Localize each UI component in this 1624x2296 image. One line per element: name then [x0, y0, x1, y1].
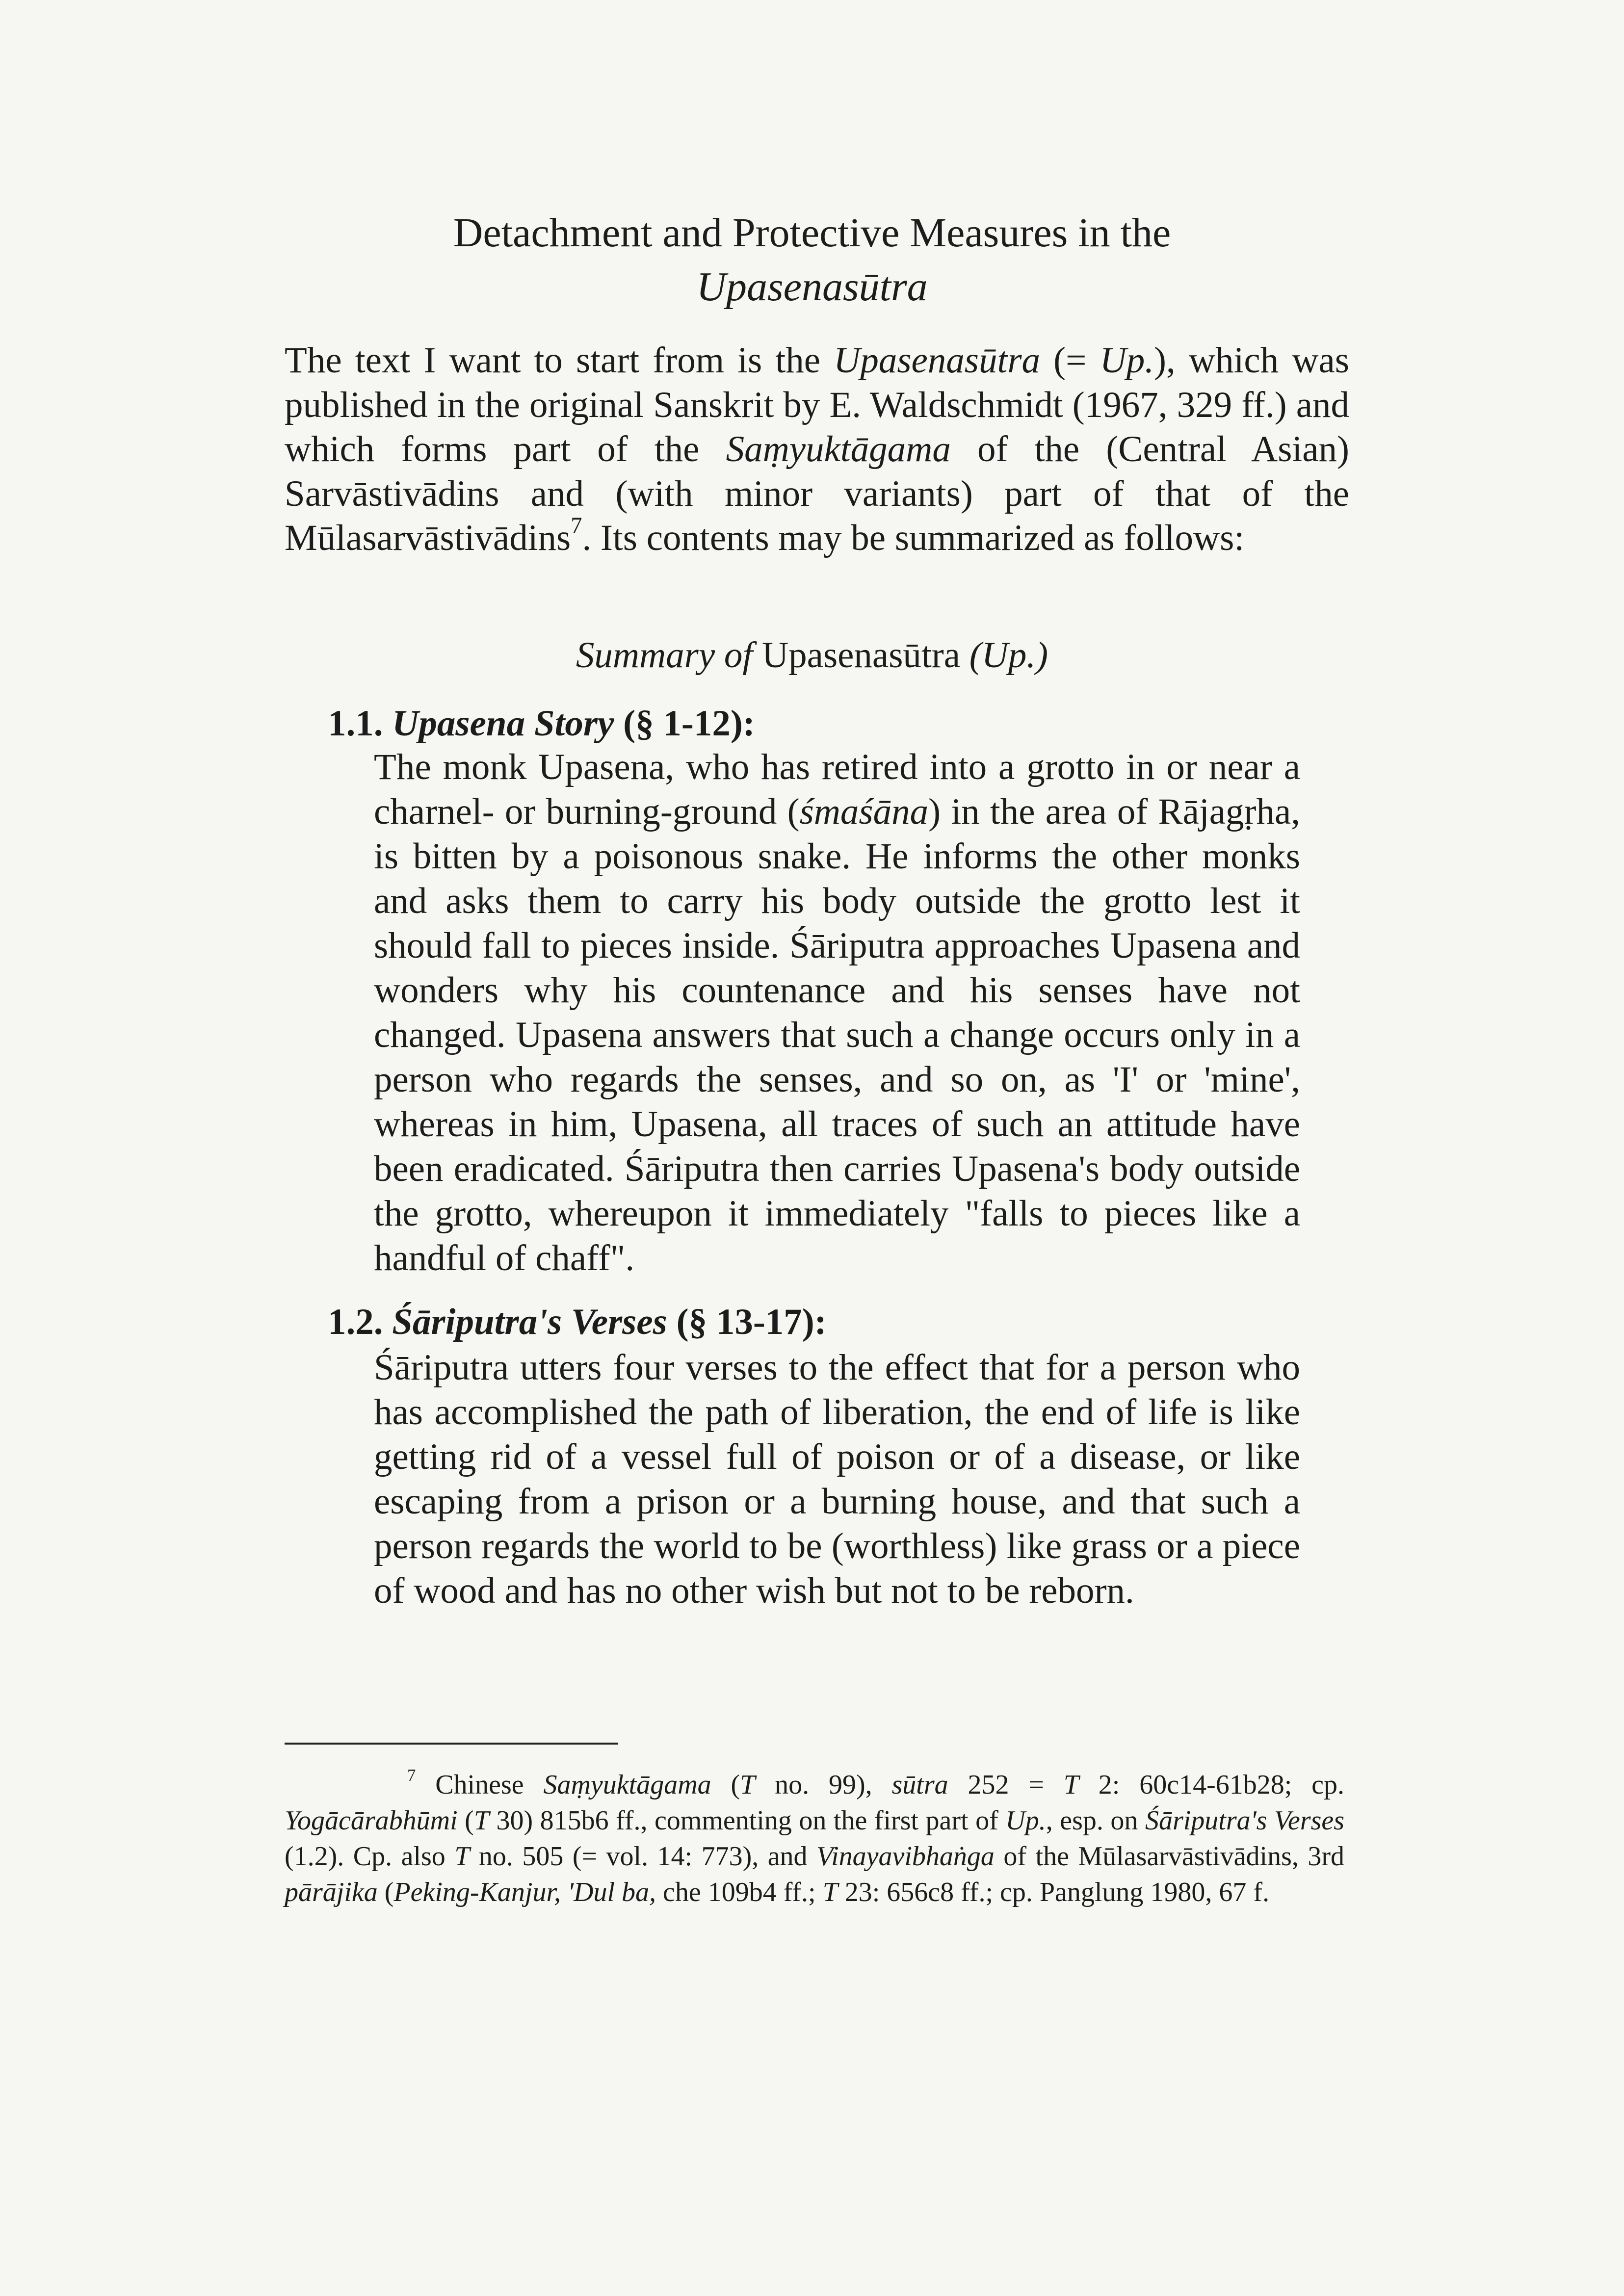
- intro-text-italic: Up.: [1100, 340, 1154, 381]
- footnote-divider: [285, 1743, 618, 1745]
- section-body-1-1: [374, 745, 1300, 1280]
- intro-text: (=: [1040, 340, 1100, 381]
- footnote-text: 23: 656c8 ff.; cp. Panglung 1980, 67 f.: [838, 1877, 1270, 1907]
- section-text: ) in the area of Rājagṛha, is bitten by a poisonous snake. He informs the other monks and asks them to carry his body outside the grotto lest it should fall to pieces inside. Śāriputra approaches Upasena and wonders why his countenance and his senses have not changed. Upasena answers that such a change occurs only in a person who regards the senses, and so on, as 'I' or 'mine', whereas in him, Upasena, all traces of such an attitude have been eradicated. Śāriputra then carries Upasena's body outside the grotto, whereupon it immediately "falls to pieces like a handful of chaff".: [374, 791, 1300, 1278]
- section-heading-1-2: [328, 1300, 827, 1344]
- footnote-text-italic: Peking-Kanjur, 'Dul ba,: [393, 1877, 656, 1907]
- footnote-text: Chinese: [416, 1770, 544, 1800]
- section-title: Upasena Story: [392, 703, 614, 744]
- section-title: Śāriputra's Verses: [392, 1302, 667, 1342]
- section-number: 1.2.: [328, 1302, 393, 1342]
- footnote-text-italic: Yogācārabhūmi: [285, 1805, 458, 1836]
- summary-heading-part: Upasenasūtra: [753, 635, 969, 676]
- footnote-text: no. 505 (= vol. 14: 773), and: [470, 1841, 817, 1872]
- summary-heading-part: Summary of: [576, 635, 753, 676]
- footnote-text-italic: T: [822, 1877, 838, 1907]
- section-number: 1.1.: [328, 703, 393, 744]
- footnote-text: 252 =: [948, 1770, 1064, 1800]
- section-ref: (§ 13-17):: [667, 1302, 827, 1342]
- footnote-mark: 7: [407, 1765, 416, 1785]
- footnote-text-italic: T: [1063, 1770, 1079, 1800]
- section-text: The monk Upasena, who has retired into a grotto in or near a charnel- or burning-ground (: [374, 747, 1300, 832]
- summary-heading-part: (Up.): [969, 635, 1048, 676]
- footnote-text-italic: Śāriputra's Verses: [1145, 1805, 1345, 1836]
- intro-text-italic: Upasenasūtra: [834, 340, 1041, 381]
- intro-text: ), which was published in the original Sanskrit by E. Waldschmidt (1967, 329 ff.) and which forms part of the: [285, 340, 1349, 470]
- footnote-7: [285, 1767, 1344, 1910]
- intro-paragraph: [285, 339, 1349, 561]
- intro-text: . Its contents may be summarized as follows:: [582, 518, 1245, 558]
- footnote-text: che 109b4 ff.;: [656, 1877, 823, 1907]
- footnote-text-italic: pārājika: [285, 1877, 378, 1907]
- section-ref: (§ 1-12):: [614, 703, 755, 744]
- footnote-text: 2: 60c14-61b28; cp.: [1078, 1770, 1344, 1800]
- footnote-text: (1.2). Cp. also: [285, 1841, 455, 1872]
- footnote-text: of the Mūlasarvāstivādins, 3rd: [994, 1841, 1345, 1872]
- section-text-italic: śmaśāna: [799, 791, 929, 832]
- footnote-reference[interactable]: 7: [571, 513, 582, 539]
- summary-heading: [0, 633, 1624, 678]
- footnote-text-italic: sūtra: [891, 1770, 948, 1800]
- title-line-2: Upasenasūtra: [696, 264, 928, 310]
- intro-text-italic: Saṃyuktāgama: [726, 429, 951, 470]
- footnote-text: (: [711, 1770, 740, 1800]
- footnote-text-italic: T: [473, 1805, 489, 1836]
- footnote-text: 30) 815b6 ff., commenting on the first part of: [489, 1805, 1006, 1836]
- footnote-text-italic: Saṃyuktāgama: [543, 1770, 711, 1800]
- footnote-text: no. 99),: [755, 1770, 892, 1800]
- footnote-text: , esp. on: [1046, 1805, 1145, 1836]
- footnote-text: (: [457, 1805, 474, 1836]
- intro-text: of the (Central Asian) Sarvāstivādins and (with minor variants) part of that of the Mūlasarvāstivādins: [285, 429, 1349, 558]
- footnote-text-italic: Up.: [1005, 1805, 1046, 1836]
- footnote-text-italic: T: [740, 1770, 756, 1800]
- title-line-1: Detachment and Protective Measures in the: [453, 210, 1171, 256]
- footnote-text: (: [377, 1877, 394, 1907]
- section-heading-1-1: [328, 702, 755, 746]
- intro-text: The text I want to start from is the: [285, 340, 834, 381]
- section-body-1-2: Śāriputra utters four verses to the effect that for a person who has accomplished the path of liberation, the end of life is like getting rid of a vessel full of poison or of a disease, or like escaping from a prison or a burning house, and that such a person regards the world to be (worthless) like grass or a piece of wood and has no other wish but not to be reborn.: [374, 1347, 1300, 1611]
- footnote-text-italic: T: [454, 1841, 470, 1872]
- footnote-text-italic: Vinayavibhaṅga: [816, 1841, 995, 1872]
